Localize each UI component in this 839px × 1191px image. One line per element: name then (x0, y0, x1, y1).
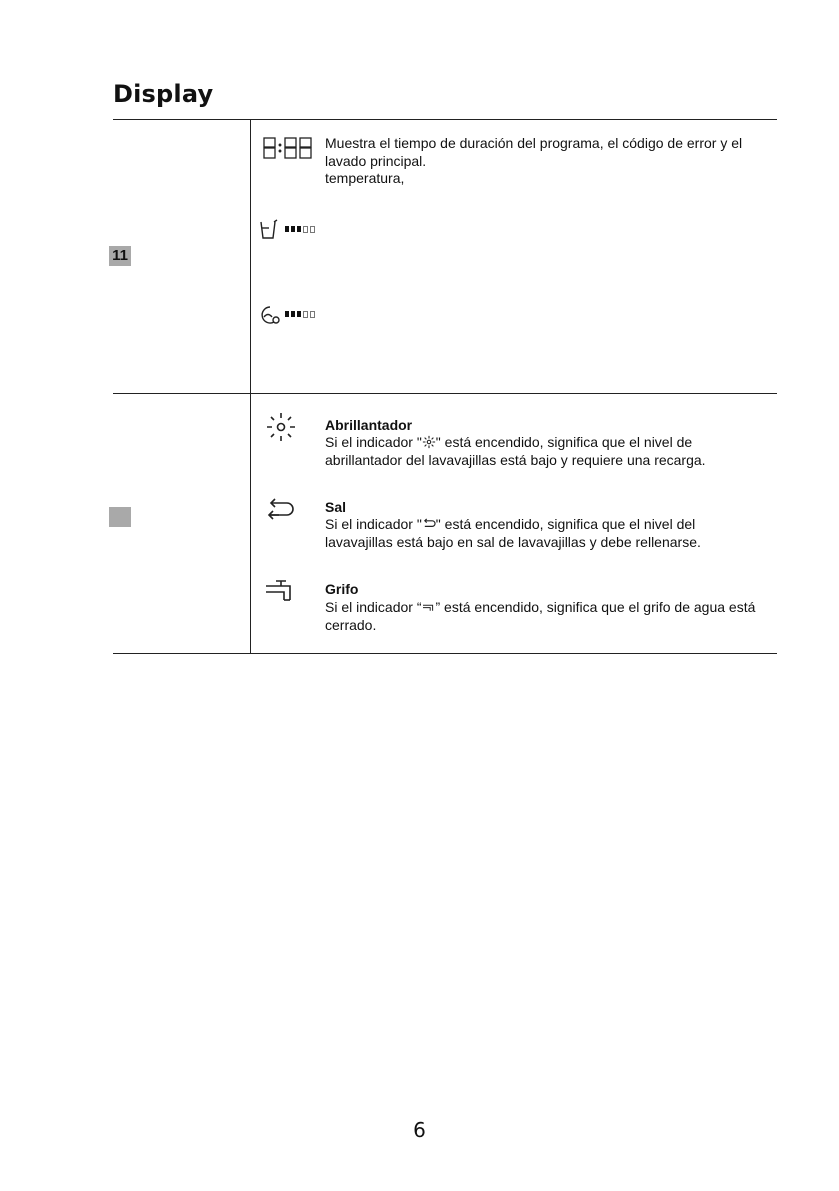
tap-line2: cerrado. (325, 617, 377, 633)
salt-title: Sal (325, 499, 347, 515)
rinse-aid-line2: abrillantador del lavavajillas está bajo y requiere una recarga. (325, 452, 706, 468)
temperature-level-segment (291, 311, 295, 317)
water-level-segment (285, 226, 289, 232)
tap-inline-icon (422, 602, 436, 614)
salt-icon (265, 497, 295, 525)
seven-segment-digits-icon (262, 136, 314, 162)
temperature-level-segment (285, 311, 289, 317)
water-level-segment (291, 226, 295, 232)
table-top-rule (113, 119, 777, 120)
section-number-badge-2 (109, 507, 131, 527)
water-level-indicator (285, 225, 315, 233)
water-level-segment (297, 226, 301, 232)
temperature-icon (258, 304, 282, 326)
water-level-icon (259, 219, 279, 241)
salt-line2: lavavajillas está bajo en sal de lavavajillas y debe rellenarse. (325, 534, 701, 550)
salt-line1: Si el indicador " " está encendido, significa que el nivel del (325, 516, 696, 532)
digits-description: Muestra el tiempo de duración del programa, el código de error y el lavado principal. (325, 135, 743, 169)
rinse-aid-inline-icon (422, 435, 436, 449)
water-level-segment (303, 226, 308, 233)
water-level-segment (310, 226, 315, 233)
tap-icon (264, 578, 298, 608)
temperature-level-segment (297, 311, 301, 317)
table-middle-rule (113, 393, 777, 394)
table-column-divider (250, 119, 251, 654)
temperature-level-segment (303, 311, 308, 318)
table-bottom-rule (113, 653, 777, 654)
temperature-level-segment (310, 311, 315, 318)
temperature-level-indicator (285, 310, 315, 318)
page-number: 6 (413, 1118, 426, 1142)
rinse-aid-icon (265, 411, 297, 443)
page-title: Display (113, 80, 214, 108)
salt-inline-icon (422, 518, 436, 531)
rinse-aid-line1: Si el indicador " " está encendido, significa que el nivel de (325, 434, 693, 450)
digits-description-extra: temperatura, (325, 170, 405, 186)
section-number-badge: 11 (109, 246, 131, 266)
tap-line1: Si el indicador “ ” está encendido, significa que el grifo de agua está (325, 599, 756, 615)
rinse-aid-title: Abrillantador (325, 417, 413, 433)
tap-title: Grifo (325, 581, 359, 597)
